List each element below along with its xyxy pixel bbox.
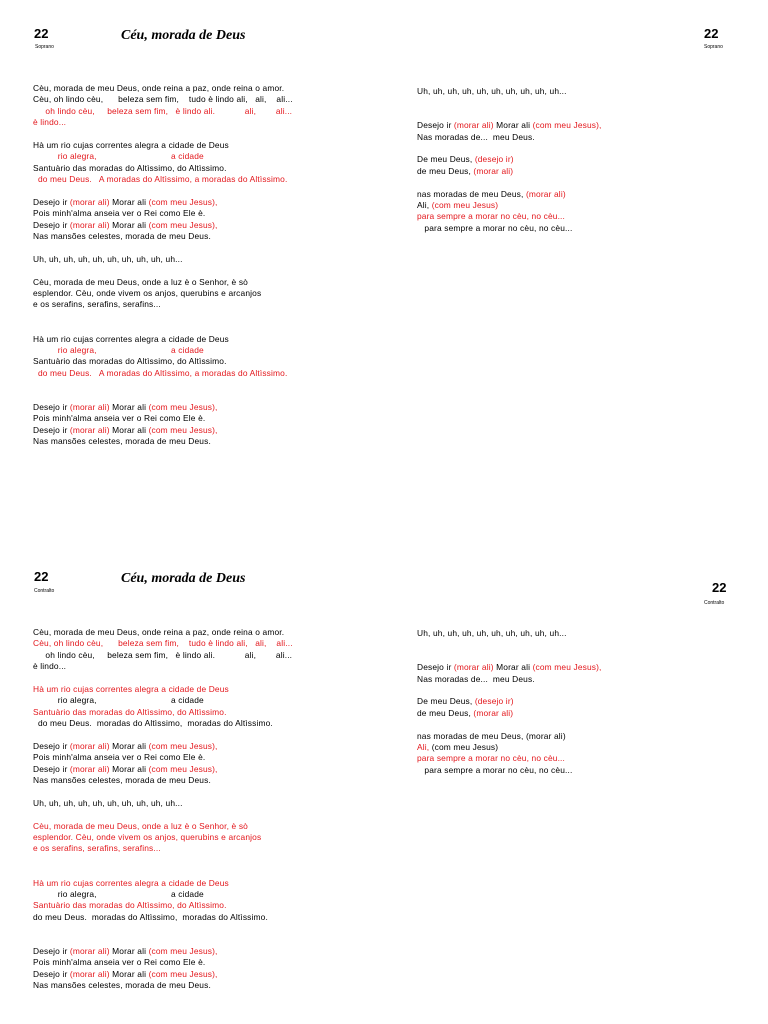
lyric-segment-red: (com meu Jesus), [148, 945, 218, 956]
lyric-segment: Morar ali [109, 740, 149, 751]
lyric-segment: e os serafins, serafins, serafins... [33, 299, 161, 310]
lyric-segment-red: Cèu, morada de meu Deus, onde a luz è o Senhor, è sò [33, 820, 248, 831]
lyric-segment: (com meu Jesus) [429, 741, 499, 752]
lyric-segment: Cèu, morada de meu Deus, onde a luz è o Senhor, è sò [33, 276, 248, 287]
lyric-line [33, 684, 293, 695]
lyric-segment: Hà um rio cujas correntes alegra a cidade de Deus [33, 333, 229, 344]
blank-line [33, 730, 293, 741]
lyric-line [417, 765, 602, 776]
lyric-segment-red: e os serafins, serafins, serafins... [33, 843, 161, 854]
lyric-line [33, 661, 293, 672]
page-number-right: 22 [704, 26, 719, 41]
lyric-line [33, 288, 293, 299]
lyric-segment-red: Hà um rio cujas correntes alegra a cidade de Deus [33, 877, 229, 888]
lyric-line [33, 957, 293, 968]
lyric-line [33, 425, 293, 436]
lyric-segment: para sempre a morar no cèu, no cèu... [417, 764, 573, 775]
lyric-segment: Morar ali [493, 662, 533, 673]
lyric-segment-red: è lindo... [33, 117, 67, 128]
lyric-segment: De meu Deus, [417, 154, 475, 165]
lyric-segment-red: (morar ali) [473, 165, 514, 176]
lyric-segment: Cèu, oh lindo cèu, beleza sem fim, tudo è lindo ali, ali, ali... [33, 94, 293, 105]
lyric-line [33, 638, 293, 649]
lyric-line [33, 718, 293, 729]
lyric-line [417, 189, 602, 200]
lyric-line [33, 368, 293, 379]
lyric-segment-red: (desejo ir) [474, 154, 514, 165]
soprano-lyrics-left [33, 83, 293, 448]
lyric-line [33, 436, 293, 447]
voice-label-right: Contralto [704, 600, 725, 606]
lyric-segment: Nas mansões celestes, morada de meu Deus. [33, 775, 211, 786]
lyric-segment: Santuàrio das moradas do Altìssimo, do Altìssimo. [33, 356, 227, 367]
lyric-segment-red: Cèu, oh lindo cèu, beleza sem fim, tudo è lindo ali, ali, ali... [33, 638, 293, 649]
lyric-segment: do meu Deus. moradas do Altìssimo, moradas do Altìssimo. [33, 718, 273, 729]
lyric-segment-red: (desejo ir) [474, 696, 514, 707]
blank-line [417, 651, 602, 662]
lyric-segment: Pois minh'alma anseia ver o Rei como Ele è. [33, 957, 206, 968]
lyric-line [33, 707, 293, 718]
lyric-segment-red: (morar ali) [69, 945, 110, 956]
lyric-line [33, 402, 293, 413]
lyric-line [33, 208, 293, 219]
lyric-segment-red: (com meu Jesus), [148, 401, 218, 412]
lyric-segment: de meu Deus, [417, 707, 474, 718]
lyric-line [33, 174, 293, 185]
lyric-segment-red: (com meu Jesus), [148, 196, 218, 207]
lyric-segment-red: (morar ali) [69, 196, 110, 207]
lyric-segment-red: para sempre a morar no cèu, no cèu... [417, 211, 565, 222]
lyric-segment: Morar ali [109, 219, 149, 230]
lyric-segment: nas moradas de meu Deus, (morar ali) [417, 730, 566, 741]
lyric-segment-red: (morar ali) [453, 662, 494, 673]
blank-line [33, 379, 293, 390]
page-number: 22 [34, 569, 49, 584]
lyric-segment: De meu Deus, [417, 696, 475, 707]
lyric-line [417, 662, 602, 673]
lyric-segment-red: (com meu Jesus), [148, 763, 218, 774]
lyric-segment-red: Santuàrio das moradas do Altìssimo, do Altìssimo. [33, 900, 227, 911]
lyric-line [417, 753, 602, 764]
lyric-line [33, 83, 293, 94]
lyric-segment-red: (morar ali) [69, 424, 110, 435]
lyric-segment-red: oh lindo cèu, beleza sem fim, è lindo ali. ali, ali... [33, 105, 293, 116]
lyric-segment: Nas mansões celestes, morada de meu Deus. [33, 980, 211, 991]
lyric-line [417, 166, 602, 177]
lyric-line [417, 86, 602, 97]
lyric-line [33, 220, 293, 231]
lyric-line [417, 211, 602, 222]
lyric-segment: Morar ali [109, 763, 149, 774]
lyric-line [33, 741, 293, 752]
voice-label-right: Soprano [704, 44, 723, 50]
lyric-line [33, 695, 293, 706]
page-number: 22 [34, 26, 49, 41]
blank-line [33, 673, 293, 684]
lyric-segment: Morar ali [109, 945, 149, 956]
lyric-segment: rio alegra, a cidade [33, 695, 204, 706]
contralto-lyrics-right [417, 628, 602, 776]
lyric-line [33, 277, 293, 288]
lyric-line [33, 345, 293, 356]
blank-line [33, 809, 293, 820]
lyric-segment-red: (com meu Jesus) [431, 199, 499, 210]
blank-line [417, 97, 602, 108]
lyric-segment-red: (morar ali) [69, 763, 110, 774]
page-number-right: 22 [712, 580, 727, 595]
lyric-segment: Uh, uh, uh, uh, uh, uh, uh, uh, uh, uh... [33, 797, 183, 808]
lyric-line [417, 223, 602, 234]
lyric-segment: Pois minh'alma anseia ver o Rei como Ele è. [33, 208, 206, 219]
lyric-segment: Desejo ir [33, 763, 70, 774]
soprano-lyrics-right [417, 86, 602, 234]
song-title: Céu, morada de Deus [121, 28, 246, 43]
lyric-line [33, 254, 293, 265]
blank-line [417, 685, 602, 696]
lyric-line [33, 197, 293, 208]
lyric-line [33, 843, 293, 854]
lyric-segment: do meu Deus. moradas do Altìssimo, moradas do Altìssimo. [33, 911, 268, 922]
blank-line [417, 177, 602, 188]
lyric-segment-red: para sempre a morar no cèu, no cèu... [417, 753, 565, 764]
lyric-line [417, 731, 602, 742]
blank-line [417, 639, 602, 650]
lyric-segment-red: (morar ali) [69, 401, 110, 412]
blank-line [33, 866, 293, 877]
lyric-segment: de meu Deus, [417, 165, 474, 176]
lyric-segment: Desejo ir [417, 120, 454, 131]
blank-line [33, 129, 293, 140]
lyric-segment-red: (morar ali) [69, 219, 110, 230]
lyric-segment-red: (com meu Jesus), [148, 968, 218, 979]
lyric-segment-red: (morar ali) [453, 120, 494, 131]
lyric-line [33, 900, 293, 911]
lyric-line [33, 650, 293, 661]
lyric-segment-red: Ali, [417, 741, 430, 752]
lyric-segment: Desejo ir [33, 945, 70, 956]
lyric-line [33, 627, 293, 638]
lyric-segment: Pois minh'alma anseia ver o Rei como Ele è. [33, 752, 206, 763]
lyric-segment: Ali, [417, 199, 432, 210]
lyric-segment: esplendor. Cèu, onde vivem os anjos, querubins e arcanjos [33, 288, 262, 299]
lyric-line [417, 120, 602, 131]
lyric-line [33, 151, 293, 162]
lyric-segment: Desejo ir [33, 968, 70, 979]
lyric-segment-red: esplendor. Cèu, onde vivem os anjos, querubins e arcanjos [33, 832, 262, 843]
lyric-segment: Uh, uh, uh, uh, uh, uh, uh, uh, uh, uh... [33, 253, 183, 264]
lyric-line [33, 752, 293, 763]
lyric-line [33, 231, 293, 242]
blank-line [33, 855, 293, 866]
lyric-line [33, 775, 293, 786]
blank-line [417, 143, 602, 154]
blank-line [33, 186, 293, 197]
lyric-segment-red: (com meu Jesus), [148, 219, 218, 230]
lyric-segment: Desejo ir [33, 196, 70, 207]
lyric-line [33, 878, 293, 889]
lyric-segment-red: (morar ali) [69, 968, 110, 979]
lyric-segment: Morar ali [109, 968, 149, 979]
lyric-line [33, 117, 293, 128]
lyric-segment: Desejo ir [33, 401, 70, 412]
song-title: Céu, morada de Deus [121, 571, 246, 586]
blank-line [33, 265, 293, 276]
lyric-segment: Morar ali [109, 401, 149, 412]
lyric-line [417, 708, 602, 719]
blank-line [33, 322, 293, 333]
lyric-segment: rio alegra, a cidade [33, 888, 204, 899]
lyric-line [33, 798, 293, 809]
voice-label: Contralto [34, 588, 55, 594]
blank-line [417, 719, 602, 730]
lyric-line [33, 413, 293, 424]
lyric-line [417, 132, 602, 143]
lyric-line [33, 356, 293, 367]
voice-label: Soprano [35, 44, 54, 50]
lyric-segment-red: Hà um rio cujas correntes alegra a cidade de Deus [33, 683, 229, 694]
lyric-segment: Morar ali [493, 120, 533, 131]
lyric-segment-red: (morar ali) [525, 188, 566, 199]
lyric-line [33, 140, 293, 151]
lyric-line [33, 163, 293, 174]
lyric-segment-red: rio alegra, a cidade [33, 344, 204, 355]
blank-line [33, 935, 293, 946]
lyric-line [33, 969, 293, 980]
lyric-segment: Santuàrio das moradas do Altìssimo, do Altìssimo. [33, 162, 227, 173]
blank-line [33, 923, 293, 934]
lyric-segment: Cèu, morada de meu Deus, onde reina a paz, onde reina o amor. [33, 627, 285, 637]
lyric-line [33, 889, 293, 900]
lyric-segment: Desejo ir [417, 662, 454, 673]
lyric-segment: Uh, uh, uh, uh, uh, uh, uh, uh, uh, uh... [417, 628, 567, 638]
lyric-segment: nas moradas de meu Deus, [417, 188, 526, 199]
lyric-segment: Pois minh'alma anseia ver o Rei como Ele è. [33, 413, 206, 424]
lyric-segment-red: rio alegra, a cidade [33, 151, 204, 162]
blank-line [33, 311, 293, 322]
lyric-segment-red: (com meu Jesus), [148, 740, 218, 751]
lyric-segment-red: (com meu Jesus), [532, 120, 602, 131]
lyric-segment: para sempre a morar no cèu, no cèu... [417, 222, 573, 233]
lyric-line [33, 912, 293, 923]
lyric-segment-red: do meu Deus. A moradas do Altìssimo, a moradas do Altìssimo. [33, 174, 288, 185]
lyric-segment-red: (morar ali) [69, 740, 110, 751]
lyric-line [33, 106, 293, 117]
lyric-line [33, 299, 293, 310]
blank-line [417, 109, 602, 120]
lyric-line [33, 334, 293, 345]
lyric-line [417, 628, 602, 639]
lyric-segment: Cèu, morada de meu Deus, onde reina a paz, onde reina o amor. [33, 83, 285, 93]
blank-line [33, 786, 293, 797]
lyric-segment: Desejo ir [33, 740, 70, 751]
lyric-line [33, 821, 293, 832]
lyric-line [33, 980, 293, 991]
blank-line [33, 242, 293, 253]
lyric-line [417, 200, 602, 211]
lyric-segment: Nas moradas de... meu Deus. [417, 131, 535, 142]
lyric-segment-red: do meu Deus. A moradas do Altìssimo, a moradas do Altìssimo. [33, 367, 288, 378]
lyric-segment: Nas moradas de... meu Deus. [417, 673, 535, 684]
contralto-lyrics-left [33, 627, 293, 992]
lyric-line [33, 764, 293, 775]
lyric-segment: Desejo ir [33, 219, 70, 230]
lyric-segment: Nas mansões celestes, morada de meu Deus. [33, 231, 211, 242]
lyric-line [417, 696, 602, 707]
lyric-line [33, 94, 293, 105]
lyric-line [417, 674, 602, 685]
lyric-segment: Desejo ir [33, 424, 70, 435]
lyric-segment: Morar ali [109, 424, 149, 435]
lyric-line [417, 154, 602, 165]
blank-line [33, 391, 293, 402]
lyric-segment-red: (morar ali) [473, 707, 514, 718]
lyric-line [33, 946, 293, 957]
lyric-segment: è lindo... [33, 661, 67, 672]
lyric-segment-red: (com meu Jesus), [148, 424, 218, 435]
lyric-segment: Hà um rio cujas correntes alegra a cidade de Deus [33, 139, 229, 150]
lyric-segment: oh lindo cèu, beleza sem fim, è lindo ali. ali, ali... [33, 649, 293, 660]
lyric-segment: Morar ali [109, 196, 149, 207]
lyric-segment-red: Santuàrio das moradas do Altìssimo, do Altìssimo. [33, 706, 227, 717]
lyric-segment: Uh, uh, uh, uh, uh, uh, uh, uh, uh, uh... [417, 86, 567, 96]
lyric-line [417, 742, 602, 753]
lyric-segment-red: (com meu Jesus), [532, 662, 602, 673]
lyric-segment: Nas mansões celestes, morada de meu Deus. [33, 436, 211, 447]
lyric-line [33, 832, 293, 843]
